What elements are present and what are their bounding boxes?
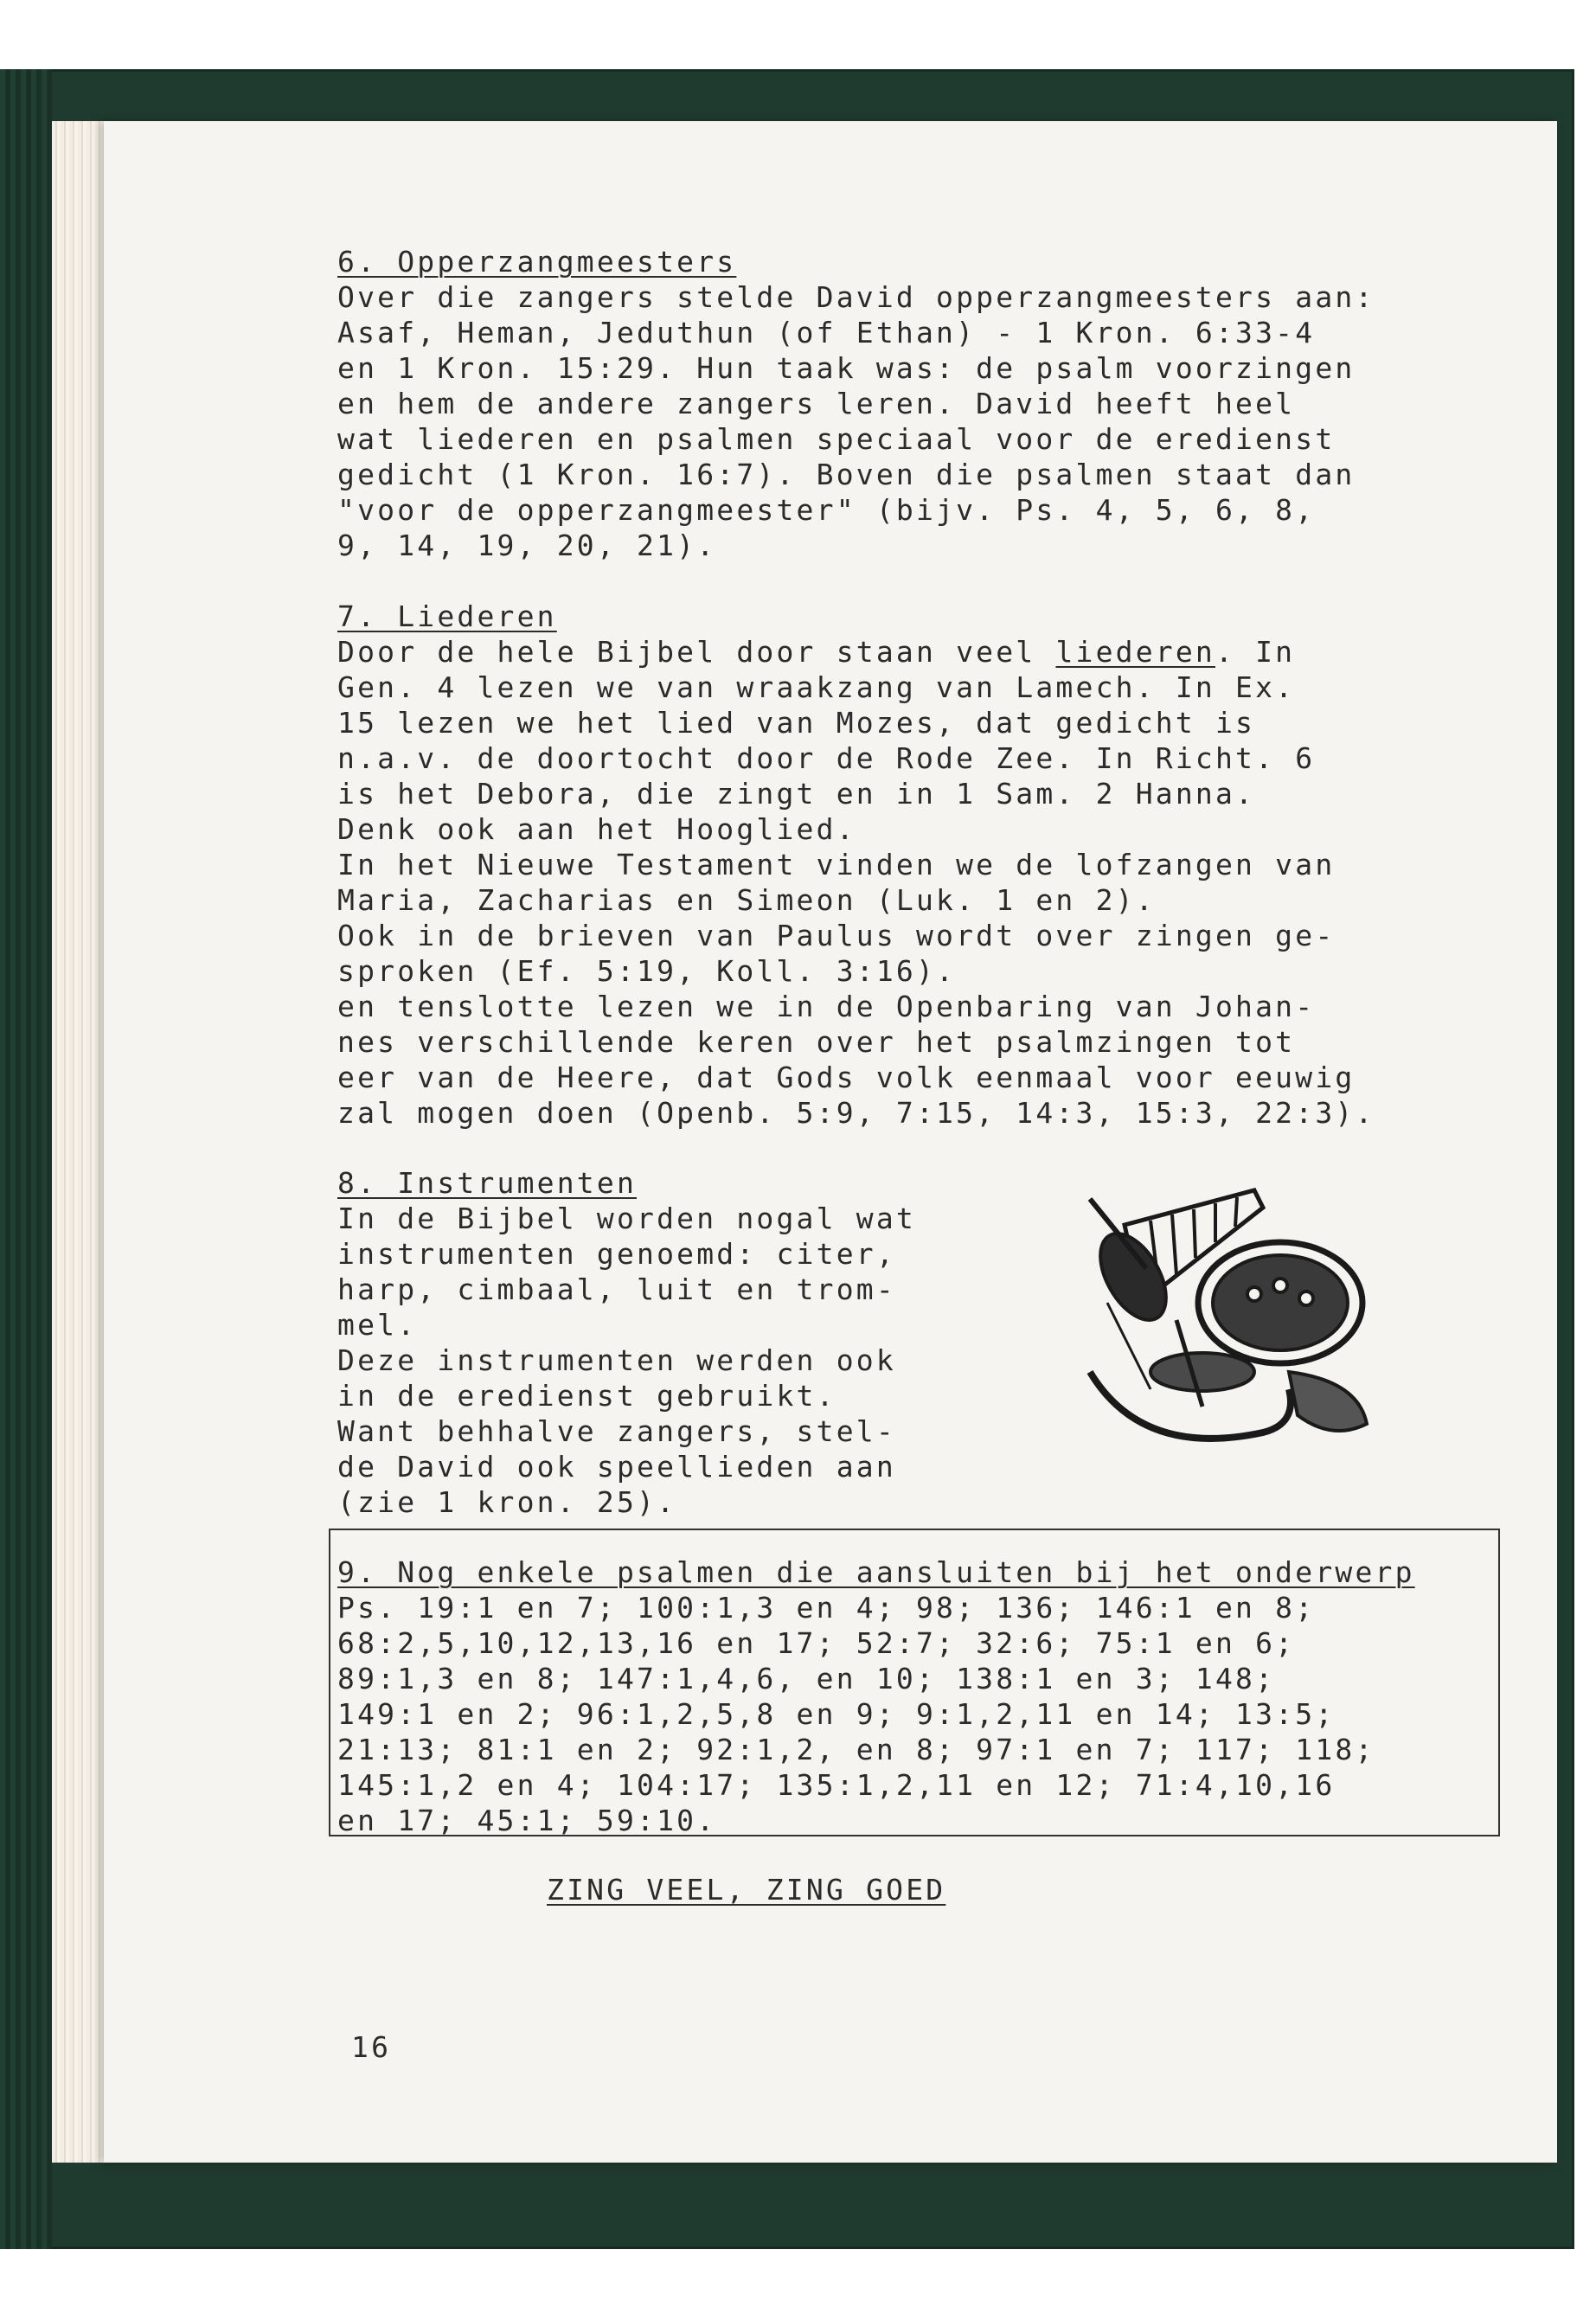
section-opperzangmeesters <box>337 244 1375 563</box>
text-line: 21:13; 81:1 en 2; 92:1,2, en 8; 97:1 en 7; 117; 118; <box>337 1733 1375 1766</box>
text-line: 149:1 en 2; 96:1,2,5,8 en 9; 9:1,2,11 en 14; 13:5; <box>337 1697 1336 1731</box>
text-line: en 1 Kron. 15:29. Hun taak was: de psalm voorzingen <box>337 351 1356 385</box>
text-line: harp, cimbaal, luit en trom- <box>337 1272 896 1306</box>
text-line: Gen. 4 lezen we van wraakzang van Lamech. In Ex. <box>337 670 1296 704</box>
text-line: en 17; 45:1; 59:10. <box>337 1804 717 1837</box>
musical-instruments-illustration <box>1073 1173 1384 1450</box>
text-line: nes verschillende keren over het psalmzingen tot <box>337 1025 1296 1059</box>
page-number: 16 <box>351 2030 392 2064</box>
text-line: Asaf, Heman, Jeduthun (of Ethan) - 1 Kron. 6:33-4 <box>337 316 1316 349</box>
section-heading: 7. Liederen <box>337 599 557 633</box>
section-heading: 6. Opperzangmeesters <box>337 245 737 279</box>
text-line: 145:1,2 en 4; 104:17; 135:1,2,11 en 12; 71:4,10,16 <box>337 1768 1336 1802</box>
closing-slogan: ZING VEEL, ZING GOED <box>547 1873 946 1907</box>
text-line: Ps. 19:1 en 7; 100:1,3 en 4; 98; 136; 146:1 en 8; <box>337 1591 1316 1625</box>
text-line: Over die zangers stelde David opperzangmeesters aan: <box>337 280 1375 314</box>
text-line: "voor de opperzangmeester" (bijv. Ps. 4, 5, 6, 8, <box>337 493 1316 527</box>
text-line: Denk ook aan het Hooglied. <box>337 812 856 846</box>
text-line: 68:2,5,10,12,13,16 en 17; 52:7; 32:6; 75:1 en 6; <box>337 1626 1296 1660</box>
text-line: in de eredienst gebruikt. <box>337 1379 836 1413</box>
text-line: de David ook speellieden aan <box>337 1450 896 1484</box>
underlined-word: liederen <box>1055 635 1215 669</box>
text-line: Maria, Zacharias en Simeon (Luk. 1 en 2). <box>337 883 1156 917</box>
text-line: eer van de Heere, dat Gods volk eenmaal voor eeuwig <box>337 1061 1356 1094</box>
text-line: Ook in de brieven van Paulus wordt over zingen ge- <box>337 919 1336 952</box>
section-psalmen <box>337 1554 1415 1838</box>
text-line: Want behhalve zangers, stel- <box>337 1414 896 1448</box>
text-line: is het Debora, die zingt en in 1 Sam. 2 Hanna. <box>337 777 1256 811</box>
section-heading: 8. Instrumenten <box>337 1166 638 1200</box>
section-liederen <box>337 599 1375 1131</box>
section-instrumenten <box>337 1165 916 1520</box>
text-line: Deze instrumenten werden ook <box>337 1343 896 1377</box>
text-line: n.a.v. de doortocht door de Rode Zee. In Richt. 6 <box>337 741 1316 775</box>
text-line: 9, 14, 19, 20, 21). <box>337 529 717 562</box>
text-line: instrumenten genoemd: citer, <box>337 1237 896 1271</box>
book-spine <box>0 69 52 2249</box>
section-heading: 9. Nog enkele psalmen die aansluiten bij het onderwerp <box>337 1555 1415 1589</box>
text-line: zal mogen doen (Openb. 5:9, 7:15, 14:3, 15:3, 22:3). <box>337 1096 1375 1130</box>
text-line-post: . In <box>1215 635 1296 669</box>
text-line: wat liederen en psalmen speciaal voor de eredienst <box>337 422 1336 456</box>
text-line: gedicht (1 Kron. 16:7). Boven die psalmen staat dan <box>337 458 1356 491</box>
text-line: 89:1,3 en 8; 147:1,4,6, en 10; 138:1 en 3; 148; <box>337 1662 1276 1695</box>
text-line: sproken (Ef. 5:19, Koll. 3:16). <box>337 954 957 988</box>
text-line: 15 lezen we het lied van Mozes, dat gedicht is <box>337 706 1256 740</box>
text-line: In het Nieuwe Testament vinden we de lofzangen van <box>337 848 1336 881</box>
text-line: (zie 1 kron. 25). <box>337 1485 677 1519</box>
text-line: en tenslotte lezen we in de Openbaring van Johan- <box>337 990 1316 1023</box>
text-line-pre: Door de hele Bijbel door staan veel <box>337 635 1056 669</box>
text-line: en hem de andere zangers leren. David heeft heel <box>337 387 1296 420</box>
text-line: mel. <box>337 1308 418 1342</box>
text-line: In de Bijbel worden nogal wat <box>337 1202 916 1235</box>
